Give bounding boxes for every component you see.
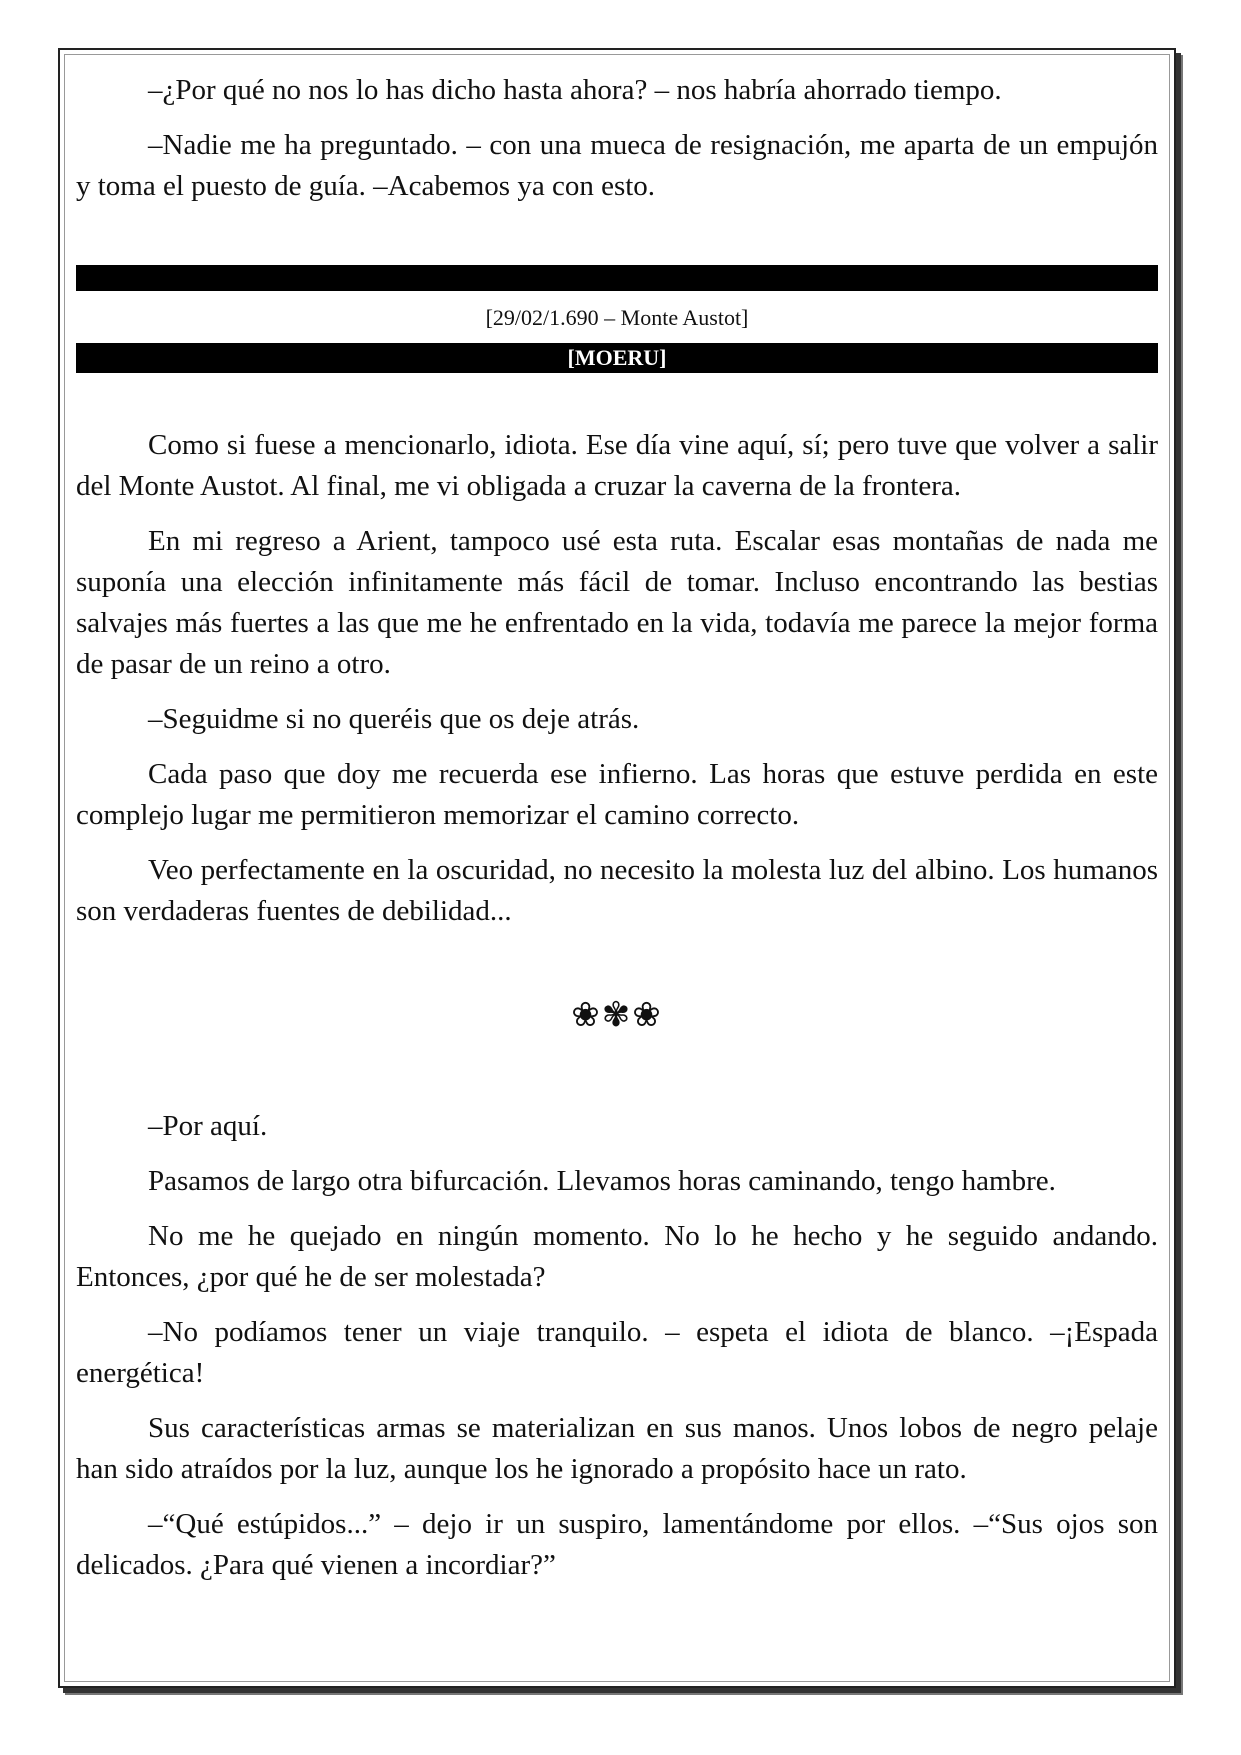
- paragraph: –Nadie me ha preguntado. – con una mueca de resignación, me aparta de un empujón y toma el puesto de guía. –Acabemos ya con esto.: [76, 129, 1158, 202]
- paragraph: –Por aquí.: [148, 1110, 268, 1142]
- paragraph: En mi regreso a Arient, tampoco usé esta ruta. Escalar esas montañas de nada me suponía una elección infinitamente más fácil de tomar. Incluso encontrando las bestias salvajes más fuertes a las que me he enfrentado en la vida, todavía me parece la mejor forma de pasar de un reino a otro.: [76, 525, 1158, 680]
- paragraph: Sus características armas se materializan en sus manos. Unos lobos de negro pelaje han sido atraídos por la luz, aunque los he ignorado a propósito hace un rato.: [76, 1412, 1158, 1485]
- section-date-location: [29/02/1.690 – Monte Austot]: [485, 305, 749, 330]
- paragraph: –Seguidme si no queréis que os deje atrás.: [148, 703, 640, 735]
- spacer: [76, 373, 1158, 425]
- paragraph: Veo perfectamente en la oscuridad, no necesito la molesta luz del albino. Los humanos son verdaderas fuentes de debilidad...: [76, 854, 1158, 927]
- character-header: [MOERU]: [76, 343, 1158, 373]
- paragraph: No me he quejado en ningún momento. No lo he hecho y he seguido andando. Entonces, ¿por qué he de ser molestada?: [76, 1220, 1158, 1293]
- spacer: [76, 221, 1158, 265]
- paragraph: –¿Por qué no nos lo has dicho hasta ahora? – nos habría ahorrado tiempo.: [148, 74, 1002, 106]
- paragraph: Pasamos de largo otra bifurcación. Llevamos horas caminando, tengo hambre.: [148, 1165, 1056, 1197]
- spacer: [76, 1036, 1158, 1106]
- flower-ornament-icon: ❀✾❀: [571, 997, 663, 1034]
- paragraph: –No podíamos tener un viaje tranquilo. – espeta el idiota de blanco. –¡Espada energética!: [76, 1316, 1158, 1389]
- paragraph: Como si fuese a mencionarlo, idiota. Ese día vine aquí, sí; pero tuve que volver a salir del Monte Austot. Al final, me vi obligada a cruzar la caverna de la frontera.: [76, 429, 1158, 502]
- section-divider-bar: [76, 265, 1158, 291]
- spacer: [76, 946, 1158, 996]
- paragraph: Cada paso que doy me recuerda ese infierno. Las horas que estuve perdida en este complejo lugar me permitieron memorizar el camino correcto.: [76, 758, 1158, 831]
- paragraph: –“Qué estúpidos...” – dejo ir un suspiro, lamentándome por ellos. –“Sus ojos son delicados. ¿Para qué vienen a incordiar?”: [76, 1508, 1158, 1581]
- page-content: [76, 70, 1158, 1600]
- page-frame: [58, 48, 1176, 1688]
